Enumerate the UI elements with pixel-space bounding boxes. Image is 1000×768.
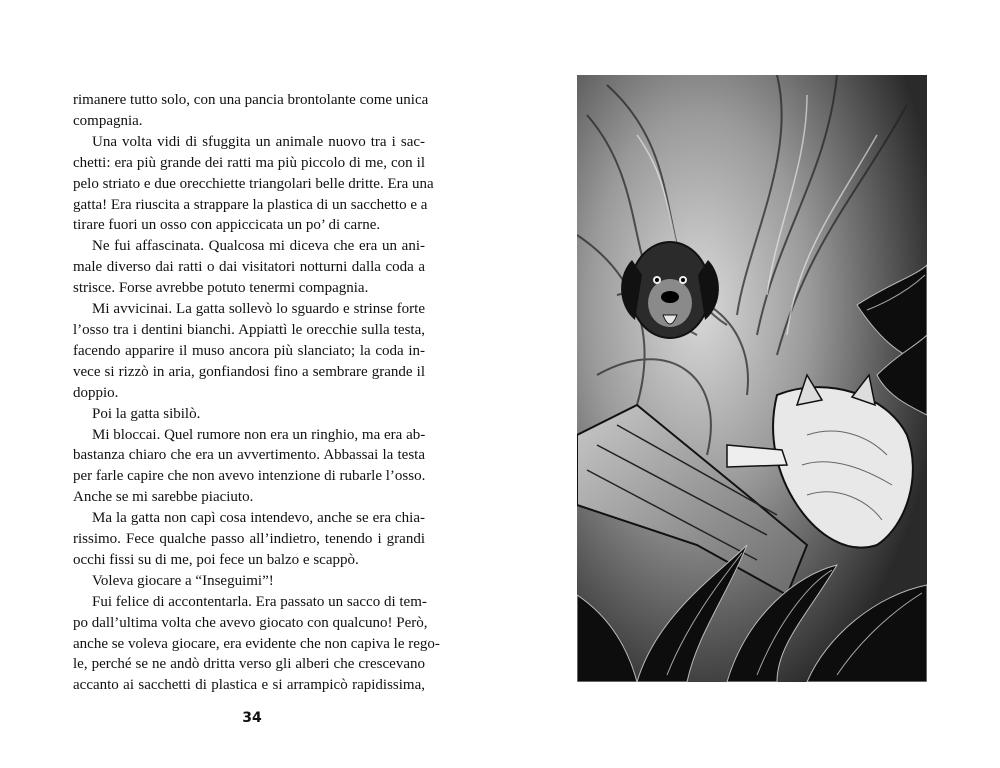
- illustration: [577, 75, 927, 682]
- text-line: rimanere tutto solo, con una pancia brontolante come unica: [73, 92, 429, 108]
- text-line: Ne fui affascinata. Qualcosa mi diceva che era un ani-: [92, 238, 425, 255]
- text-line: Voleva giocare a “Inseguimi”!: [92, 572, 274, 589]
- text-line: bastanza chiaro che era un avvertimento. Abbassai la testa: [73, 447, 425, 464]
- text-line: pelo striato e due orecchiette triangolari belle dritte. Era una: [73, 175, 434, 192]
- text-line: tirare fuori un osso con appiccicata un po’ di carne.: [73, 217, 381, 234]
- paragraph: [73, 236, 425, 299]
- paragraph: [73, 571, 425, 592]
- text-line: facendo apparire il muso ancora più slanciato; la coda in-: [73, 342, 425, 359]
- text-line: l’osso tra i dentini bianchi. Appiattì le orecchie sulla testa,: [73, 321, 425, 338]
- text-line: Poi la gatta sibilò.: [92, 405, 201, 422]
- text-line: doppio.: [73, 384, 119, 401]
- dog-and-cat-drawing: [577, 75, 927, 682]
- paragraph: [73, 90, 429, 132]
- text-line: occhi fissi su di me, poi fece un balzo e scappò.: [73, 551, 359, 568]
- paragraph: [73, 508, 425, 571]
- text-page: [73, 90, 440, 696]
- text-line: Una volta vidi di sfuggita un animale nuovo tra i sac-: [92, 133, 425, 150]
- text-line: strisce. Forse avrebbe potuto tenermi compagnia.: [73, 280, 369, 297]
- paragraph: [73, 132, 434, 237]
- text-line: gatta! Era riuscita a strappare la plastica di un sacchetto e a: [73, 196, 428, 213]
- text-line: accanto ai sacchetti di plastica e si arrampicò rapidissima,: [73, 677, 425, 694]
- text-line: per farle capire che non avevo intenzione di rubarle l’osso.: [73, 468, 426, 485]
- text-line: Anche se mi sarebbe piaciuto.: [73, 489, 254, 506]
- text-line: le, perché se ne andò dritta verso gli alberi che crescevano: [73, 656, 425, 673]
- paragraph: [73, 299, 425, 404]
- text-line: vece si rizzò in aria, gonfiandosi fino a sembrare grande il: [73, 363, 425, 380]
- text-line: Ma la gatta non capì cosa intendevo, anche se era chia-: [92, 510, 425, 527]
- text-line: rissimo. Fece qualche passo all’indietro, tenendo i grandi: [73, 531, 425, 548]
- text-line: chetti: era più grande dei ratti ma più piccolo di me, con il: [73, 154, 425, 171]
- text-line: anche se voleva giocare, era evidente che non capiva le rego-: [73, 635, 440, 652]
- text-line: Mi avvicinai. La gatta sollevò lo sguardo e strinse forte: [92, 301, 425, 318]
- text-line: po dall’ultima volta che avevo giocato con qualcuno! Però,: [73, 614, 428, 631]
- paragraph: [73, 592, 440, 697]
- paragraph: [73, 425, 425, 509]
- text-line: compagnia.: [73, 112, 143, 129]
- text-line: Mi bloccai. Quel rumore non era un ringhio, ma era ab-: [92, 426, 426, 443]
- paragraph: [73, 404, 425, 425]
- text-line: Fui felice di accontentarla. Era passato un sacco di tem-: [92, 593, 427, 610]
- text-line: male diverso dai ratti o dai visitatori notturni dalla coda a: [73, 259, 425, 276]
- page-number: 34: [242, 710, 262, 726]
